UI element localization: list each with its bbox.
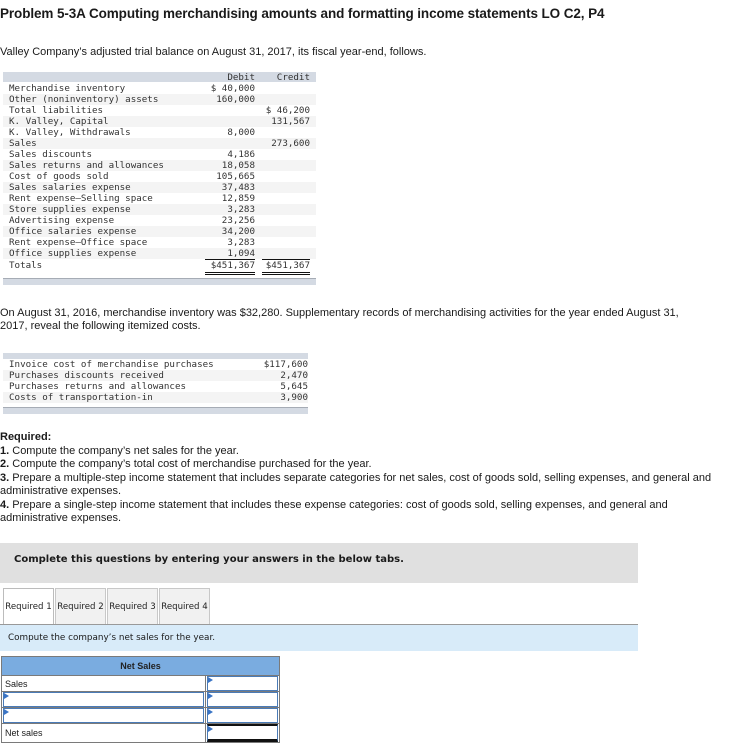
- debit-value: 160,000: [216, 94, 255, 105]
- purchase-amount: 5,645: [280, 381, 308, 392]
- table-row: [3, 149, 316, 160]
- item-number: 3.: [0, 471, 10, 484]
- credit-value: [255, 215, 310, 226]
- problem-title: Problem 5-3A Computing merchandising amounts and formatting income statements LO C2, P4: [0, 6, 605, 21]
- row-label: Net sales: [2, 724, 206, 743]
- debit-value: [196, 138, 255, 149]
- net-sales-amount-cell: [206, 724, 280, 743]
- table-row: [3, 359, 308, 370]
- item-text: Prepare a single-step income statement that includes these expense categories: cost of goods sold, selling expenses, and general and administrative expenses.: [0, 498, 668, 524]
- debit-value: 4,186: [227, 149, 255, 160]
- debit-value: 105,665: [216, 171, 255, 182]
- purchase-item: Purchases returns and allowances: [9, 381, 187, 392]
- answer-row-net-sales: [2, 724, 280, 743]
- credit-value: [255, 149, 310, 160]
- net-sales-answer-table: [1, 656, 280, 743]
- answer-table-header: Net Sales: [2, 657, 280, 676]
- table-row: [3, 248, 316, 259]
- input-flag-icon: [4, 709, 9, 715]
- credit-value: [255, 226, 310, 237]
- table-row: [3, 204, 316, 215]
- item-number: 4.: [0, 498, 10, 511]
- table-row: [3, 138, 316, 149]
- table-row: [3, 182, 316, 193]
- table-row: [3, 193, 316, 204]
- required-item-2: [0, 458, 720, 472]
- credit-value: 273,600: [271, 138, 310, 149]
- required-section: [0, 431, 720, 526]
- credit-value: 131,567: [271, 116, 310, 127]
- required-item-4: [0, 499, 720, 526]
- table-row: [3, 215, 316, 226]
- account-name: Other (noninventory) assets: [9, 94, 159, 105]
- account-name: Cost of goods sold: [9, 171, 109, 182]
- table-row: [3, 370, 308, 381]
- sales-amount-cell: [206, 676, 280, 692]
- account-name: Sales returns and allowances: [9, 160, 164, 171]
- table-row: [3, 392, 308, 403]
- trial-balance-footer: [3, 278, 316, 285]
- account-name: Merchandise inventory: [9, 83, 126, 94]
- credit-total: [255, 259, 310, 273]
- table-row: [3, 105, 316, 116]
- item-text: Prepare a multiple-step income statement that includes separate categories for net sales, cost of goods sold, selling expenses, and general and administrative expenses.: [0, 471, 712, 497]
- purchases-rows: [3, 359, 308, 403]
- account-name: K. Valley, Withdrawals: [9, 127, 131, 138]
- debit-value: 34,200: [221, 226, 255, 237]
- debit-value: 18,058: [221, 160, 255, 171]
- debit-header: Debit: [227, 72, 255, 83]
- account-name: Office supplies expense: [9, 248, 137, 259]
- instruction-box: [0, 543, 638, 583]
- totals-label: Totals: [9, 260, 43, 271]
- account-name: Office salaries expense: [9, 226, 137, 237]
- instruction-text: Complete this questions by entering your answers in the below tabs.: [14, 554, 404, 565]
- account-name: Sales: [9, 138, 37, 149]
- credit-value: [255, 160, 310, 171]
- debit-value: 37,483: [221, 182, 255, 193]
- purchases-footer: [3, 407, 308, 414]
- required-item-3: [0, 472, 720, 499]
- credit-value: [255, 248, 310, 259]
- account-name: Sales salaries expense: [9, 182, 131, 193]
- debit-value: 3,283: [227, 204, 255, 215]
- row-3-amount-cell: [206, 708, 280, 724]
- credit-value: [255, 237, 310, 248]
- row-2-amount-cell: [206, 692, 280, 708]
- answer-row-2: [2, 692, 280, 708]
- required-heading: Required:: [0, 431, 52, 443]
- item-text: Compute the company’s total cost of merchandise purchased for the year.: [9, 458, 372, 470]
- credit-value: [255, 204, 310, 215]
- credit-value: $ 46,200: [265, 105, 310, 116]
- account-name: Total liabilities: [9, 105, 104, 116]
- tab-required-3[interactable]: Required 3: [107, 588, 158, 624]
- required-item-1: [0, 445, 720, 459]
- purchase-item: Invoice cost of merchandise purchases: [9, 359, 214, 370]
- debit-value: 23,256: [221, 215, 255, 226]
- credit-header: Credit: [276, 72, 310, 83]
- input-flag-icon: [4, 693, 9, 699]
- credit-value: [255, 171, 310, 182]
- purchase-amount: 3,900: [280, 392, 308, 403]
- debit-value: $ 40,000: [210, 83, 255, 94]
- trial-balance-rows: [3, 83, 316, 273]
- net-sales-amount-input[interactable]: [207, 724, 278, 742]
- table-row: [3, 160, 316, 171]
- item-number: 1.: [0, 444, 10, 457]
- input-flag-icon: [208, 677, 213, 683]
- trial-balance-header: [3, 72, 316, 82]
- trial-balance-table: [3, 72, 316, 285]
- account-name: Rent expense—Selling space: [9, 193, 153, 204]
- account-name: K. Valley, Capital: [9, 116, 109, 127]
- account-name: Store supplies expense: [9, 204, 131, 215]
- input-flag-icon: [208, 709, 213, 715]
- debit-value: 8,000: [227, 127, 255, 138]
- debit-total: [196, 259, 255, 273]
- account-name: Rent expense—Office space: [9, 237, 148, 248]
- input-flag-icon: [208, 726, 213, 732]
- intro-text: Valley Company’s adjusted trial balance on August 31, 2017, its fiscal year-end, follows.: [0, 46, 427, 58]
- credit-value: [255, 94, 310, 105]
- input-flag-icon: [208, 693, 213, 699]
- answer-row-3: [2, 708, 280, 724]
- tab-prompt-bar: [0, 625, 638, 651]
- item-text: Compute the company’s net sales for the year.: [9, 444, 239, 457]
- tab-bar: [3, 588, 211, 625]
- table-row: [3, 116, 316, 127]
- purchases-table: [3, 353, 308, 414]
- totals-row: [3, 259, 316, 273]
- account-name: Sales discounts: [9, 149, 92, 160]
- tab-required-2[interactable]: Required 2: [55, 588, 106, 624]
- debit-value: 12,859: [221, 193, 255, 204]
- debit-value: 3,283: [227, 237, 255, 248]
- row-2-label-input[interactable]: [3, 692, 204, 707]
- table-row: [3, 94, 316, 105]
- answer-row-sales: [2, 676, 280, 692]
- table-row: [3, 171, 316, 182]
- debit-value: 1,094: [227, 248, 255, 259]
- credit-value: [255, 127, 310, 138]
- item-number: 2.: [0, 458, 10, 470]
- debit-value: [196, 116, 255, 127]
- row-label: Sales: [2, 676, 206, 692]
- credit-total-value: $451,367: [262, 259, 310, 275]
- purchase-amount: 2,470: [280, 370, 308, 381]
- credit-value: [255, 182, 310, 193]
- credit-value: [255, 83, 310, 94]
- purchase-item: Purchases discounts received: [9, 370, 164, 381]
- account-name: Advertising expense: [9, 215, 115, 226]
- row-2-amount-input[interactable]: [207, 692, 278, 707]
- credit-value: [255, 193, 310, 204]
- purchase-item: Costs of transportation-in: [9, 392, 153, 403]
- row-label-cell: [2, 708, 206, 724]
- debit-total-value: $451,367: [205, 259, 255, 275]
- row-3-amount-input[interactable]: [207, 708, 278, 723]
- purchase-amount: $117,600: [263, 359, 308, 370]
- tab-required-1[interactable]: Required 1: [3, 588, 54, 626]
- row-label-cell: [2, 692, 206, 708]
- tab-prompt: Compute the company’s net sales for the year.: [8, 633, 216, 643]
- tab-required-4[interactable]: Required 4: [159, 588, 210, 624]
- table-row: [3, 83, 316, 94]
- table-row: [3, 237, 316, 248]
- supplementary-text: On August 31, 2016, merchandise inventory was $32,280. Supplementary records of merchandising activities for the year ended August 31, 2017, reveal the following itemized costs.: [0, 307, 679, 332]
- row-3-label-input[interactable]: [3, 708, 204, 723]
- table-row: [3, 226, 316, 237]
- debit-value: [196, 105, 255, 116]
- table-row: [3, 381, 308, 392]
- sales-amount-input[interactable]: [207, 676, 278, 691]
- table-row: [3, 127, 316, 138]
